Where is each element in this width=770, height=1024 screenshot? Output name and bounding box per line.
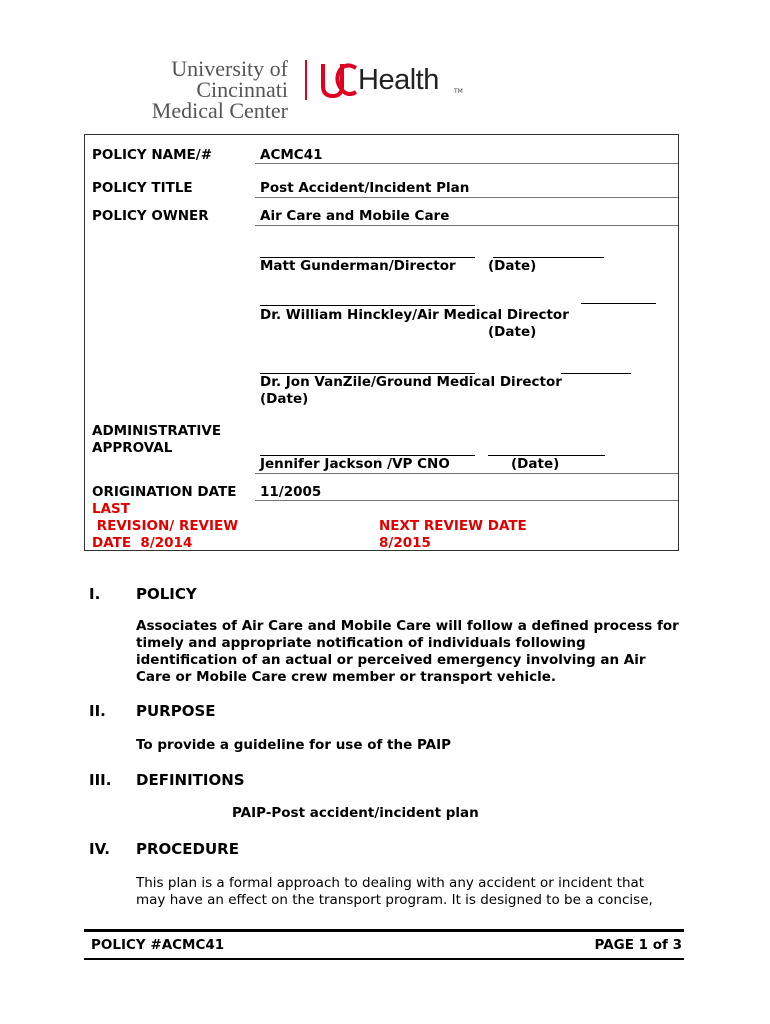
section-2-title: PURPOSE	[136, 702, 216, 720]
policy-title-value: Post Accident/Incident Plan	[260, 180, 470, 196]
section-3-body: PAIP-Post accident/incident plan	[232, 805, 479, 821]
section-4-number: IV.	[89, 840, 110, 858]
section-3-number: III.	[89, 771, 112, 789]
policy-title-label: POLICY TITLE	[92, 180, 193, 196]
org-line-1: University of Cincinnati	[171, 56, 288, 102]
section-1-title: POLICY	[136, 585, 197, 603]
footer-rule-bottom	[84, 958, 684, 960]
org-name	[96, 58, 288, 121]
signer-2-name: Dr. William Hinckley/Air Medical Director	[260, 307, 569, 323]
row-divider	[255, 197, 678, 198]
section-2-number: II.	[89, 702, 106, 720]
section-1-body: Associates of Air Care and Mobile Care will follow a defined process for timely and appropriate notification of individuals following identification of an actual or perceived emergency involving an Air Care or Mobile Care crew member or transport vehicle.	[136, 618, 679, 685]
signer-1-name: Matt Gunderman/Director	[260, 258, 456, 274]
signer-3-name: Dr. Jon VanZile/Ground Medical Director	[260, 374, 562, 390]
signer-4-date: (Date)	[511, 456, 560, 472]
logo-divider	[305, 60, 307, 100]
date-line	[561, 373, 631, 374]
signer-2-date: (Date)	[488, 324, 537, 340]
policy-name-label: POLICY NAME/#	[92, 147, 213, 163]
policy-owner-value: Air Care and Mobile Care	[260, 208, 450, 224]
row-divider	[255, 163, 678, 164]
origination-date-label: ORIGINATION DATE	[92, 484, 237, 500]
brand-name: Health	[358, 64, 439, 96]
footer-page-number: PAGE 1 of 3	[594, 937, 682, 953]
row-divider	[255, 500, 678, 501]
date-line	[581, 303, 656, 304]
policy-info-box	[84, 134, 679, 551]
signer-1-date: (Date)	[488, 258, 537, 274]
signature-line	[260, 305, 475, 306]
last-revision-line-3: DATE 8/2014	[92, 535, 193, 551]
policy-owner-label: POLICY OWNER	[92, 208, 209, 224]
signer-3-date: (Date)	[260, 391, 309, 407]
org-line-2: Medical Center	[151, 98, 288, 123]
row-divider	[255, 473, 678, 474]
admin-approval-label-2: APPROVAL	[92, 440, 173, 456]
section-4-title: PROCEDURE	[136, 840, 239, 858]
policy-name-value: ACMC41	[260, 147, 323, 163]
last-revision-line-1: LAST	[92, 501, 130, 517]
signer-4-name: Jennifer Jackson /VP CNO	[260, 456, 450, 472]
origination-date-value: 11/2005	[260, 484, 322, 500]
admin-approval-label-1: ADMINISTRATIVE	[92, 423, 222, 439]
uc-logo-icon	[320, 60, 358, 100]
section-2-body: To provide a guideline for use of the PAIP	[136, 737, 451, 753]
next-review-value: 8/2015	[379, 535, 431, 551]
next-review-label: NEXT REVIEW DATE	[379, 518, 527, 534]
section-3-title: DEFINITIONS	[136, 771, 245, 789]
row-divider	[255, 225, 678, 226]
trademark: TM	[454, 88, 463, 95]
section-1-number: I.	[89, 585, 101, 603]
footer-policy-number: POLICY #ACMC41	[91, 937, 225, 953]
footer-rule-top	[84, 929, 684, 932]
section-4-body: This plan is a formal approach to dealing with any accident or incident that may have an effect on the transport program. It is designed to be a concise,	[136, 875, 653, 908]
header-logo	[96, 56, 476, 123]
last-revision-line-2: REVISION/ REVIEW	[92, 518, 239, 534]
